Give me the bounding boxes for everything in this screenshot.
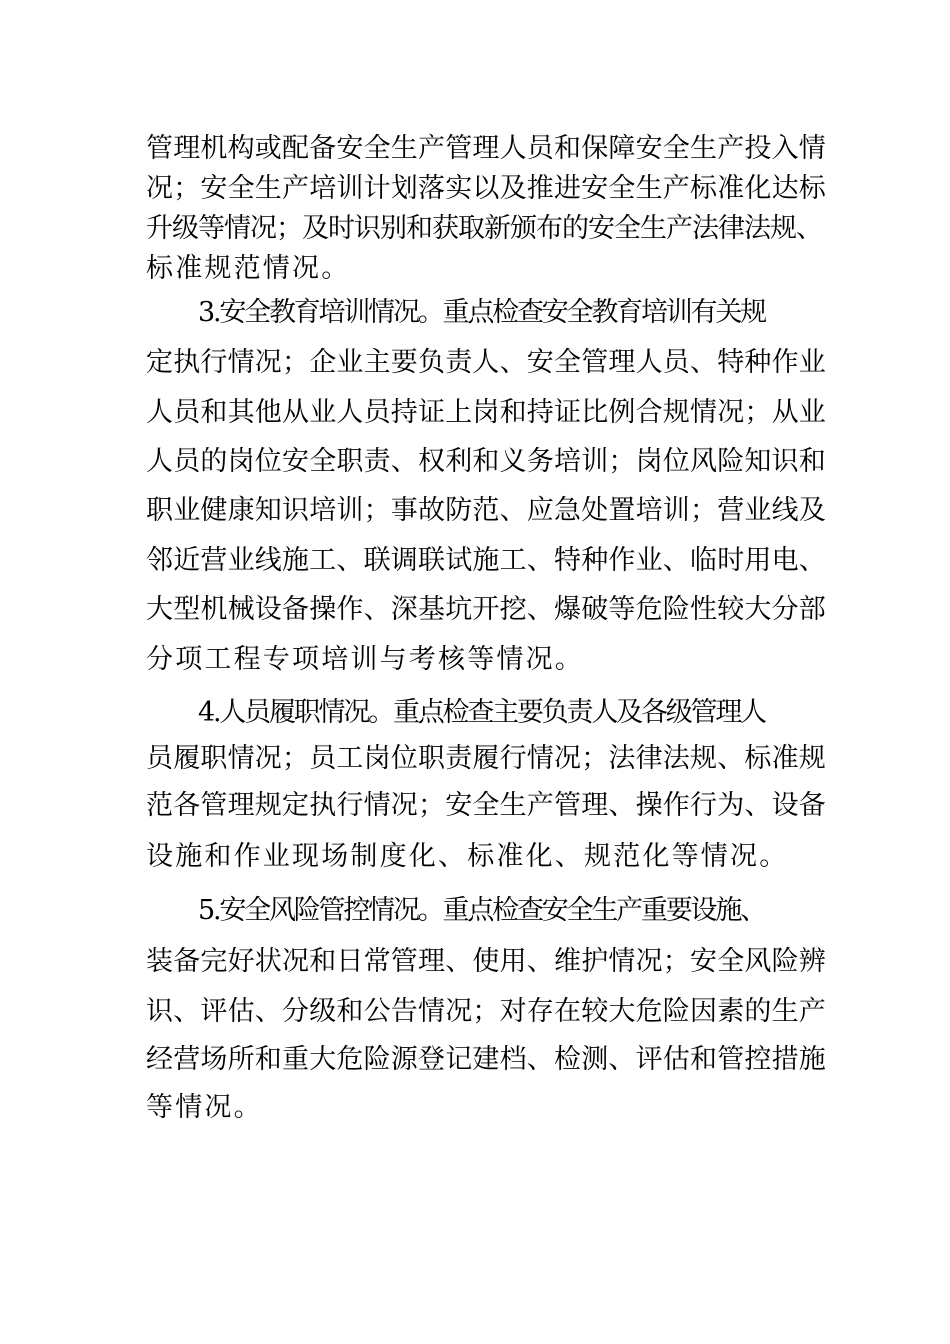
section-heading-4: 4.人员履职情况。重点检查主要负责人及各级管理人 [198, 697, 765, 728]
text-line: 大型机械设备操作、深基坑开挖、爆破等危险性较大分部 [146, 594, 826, 625]
text-line: 况；安全生产培训计划落实以及推进安全生产标准化达标 [146, 173, 826, 204]
text-line: 邻近营业线施工、联调联试施工、特种作业、临时用电、 [146, 545, 826, 576]
section-heading-3: 3.安全教育培训情况。重点检查安全教育培训有关规 [198, 297, 765, 328]
text-line: 员履职情况；员工岗位职责履行情况；法律法规、标准规 [146, 743, 826, 774]
text-line: 经营场所和重大危险源登记建档、检测、评估和管控措施 [146, 1044, 826, 1075]
text-line: 升级等情况；及时识别和获取新颁布的安全生产法律法规、 [146, 213, 822, 244]
text-line: 管理机构或配备安全生产管理人员和保障安全生产投入情 [146, 133, 826, 164]
text-line: 装备完好状况和日常管理、使用、维护情况；安全风险辨 [146, 946, 826, 977]
text-line: 定执行情况；企业主要负责人、安全管理人员、特种作业 [146, 347, 826, 378]
section-heading-5: 5.安全风险管控情况。重点检查安全生产重要设施、 [198, 895, 765, 926]
text-line: 识、评估、分级和公告情况；对存在较大危险因素的生产 [146, 996, 826, 1027]
text-line: 人员和其他从业人员持证上岗和持证比例合规情况；从业 [146, 397, 826, 428]
text-line: 标准规范情况。 [146, 253, 351, 284]
text-line: 等情况。 [146, 1092, 263, 1123]
text-line: 分项工程专项培训与考核等情况。 [146, 644, 584, 675]
text-line: 人员的岗位安全职责、权利和义务培训；岗位风险知识和 [146, 446, 826, 477]
text-line: 范各管理规定执行情况；安全生产管理、操作行为、设备 [146, 790, 826, 821]
text-line: 设施和作业现场制度化、标准化、规范化等情况。 [146, 841, 789, 872]
text-line: 职业健康知识培训；事故防范、应急处置培训；营业线及 [146, 495, 826, 526]
